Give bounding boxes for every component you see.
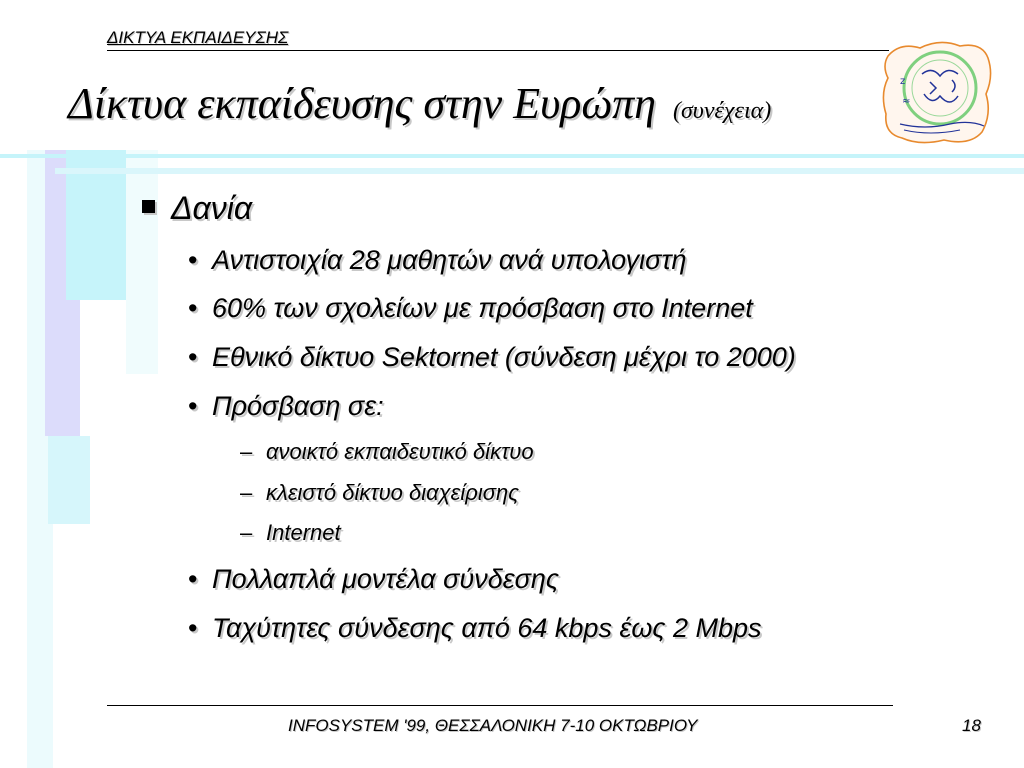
list-item: • Αντιστοιχία 28 μαθητών ανά υπολογιστή (188, 245, 687, 275)
bullet-dot-icon: • (188, 564, 198, 594)
bullet-dot-icon: • (188, 342, 198, 372)
decor-block-cyan-small (48, 436, 90, 524)
heading-text: Δανία (171, 190, 253, 226)
bullet-dot-icon: • (188, 245, 198, 275)
sub-list-item: – ανοικτό εκπαιδευτικό δίκτυο (240, 439, 534, 464)
title-sub: (συνέχεια) (672, 98, 772, 124)
bullet-dot-icon: • (188, 293, 198, 323)
dash-bullet-icon: – (240, 480, 253, 505)
list-item: • Πολλαπλά μοντέλα σύνδεσης (188, 564, 560, 594)
header-divider (107, 50, 889, 51)
page-number: 18 (962, 716, 981, 735)
dash-bullet-icon: – (240, 520, 253, 545)
square-bullet-icon (142, 200, 155, 213)
list-item: • Πρόσβαση σε: (188, 391, 384, 421)
decor-band-top (0, 154, 1024, 158)
slide-title (68, 78, 771, 129)
list-item: • Ταχύτητες σύνδεσης από 64 kbps έως 2 Mbps (188, 613, 762, 643)
decor-block-pale-square (126, 150, 158, 374)
footer-text: INFOSYSTEM '99, ΘΕΣΣΑΛΟΝΙΚΗ 7-10 ΟΚΤΩΒΡΙΟΥ (288, 716, 698, 735)
title-main: Δίκτυα εκπαίδευσης στην Ευρώπη (68, 79, 656, 128)
heading-bullet (142, 190, 252, 227)
decor-band-mid (55, 168, 1024, 174)
list-item: • Εθνικό δίκτυο Sektornet (σύνδεση μέχρι το 2000) (188, 342, 796, 372)
list-item: • 60% των σχολείων με πρόσβαση στο Internet (188, 293, 753, 323)
sub-list-item: – κλειστό δίκτυο διαχείρισης (240, 480, 519, 505)
header-label: ΔΙΚΤΥΑ ΕΚΠΑΙΔΕΥΣΗΣ (107, 28, 289, 47)
logo-emblem-icon (880, 36, 995, 148)
conference-logo (880, 36, 995, 148)
svg-text:z: z (900, 76, 906, 87)
svg-text:≈: ≈ (902, 96, 911, 107)
sub-list-item: – Internet (240, 520, 341, 545)
dash-bullet-icon: – (240, 439, 253, 464)
footer-divider (107, 705, 893, 706)
bullet-dot-icon: • (188, 391, 198, 421)
bullet-dot-icon: • (188, 613, 198, 643)
